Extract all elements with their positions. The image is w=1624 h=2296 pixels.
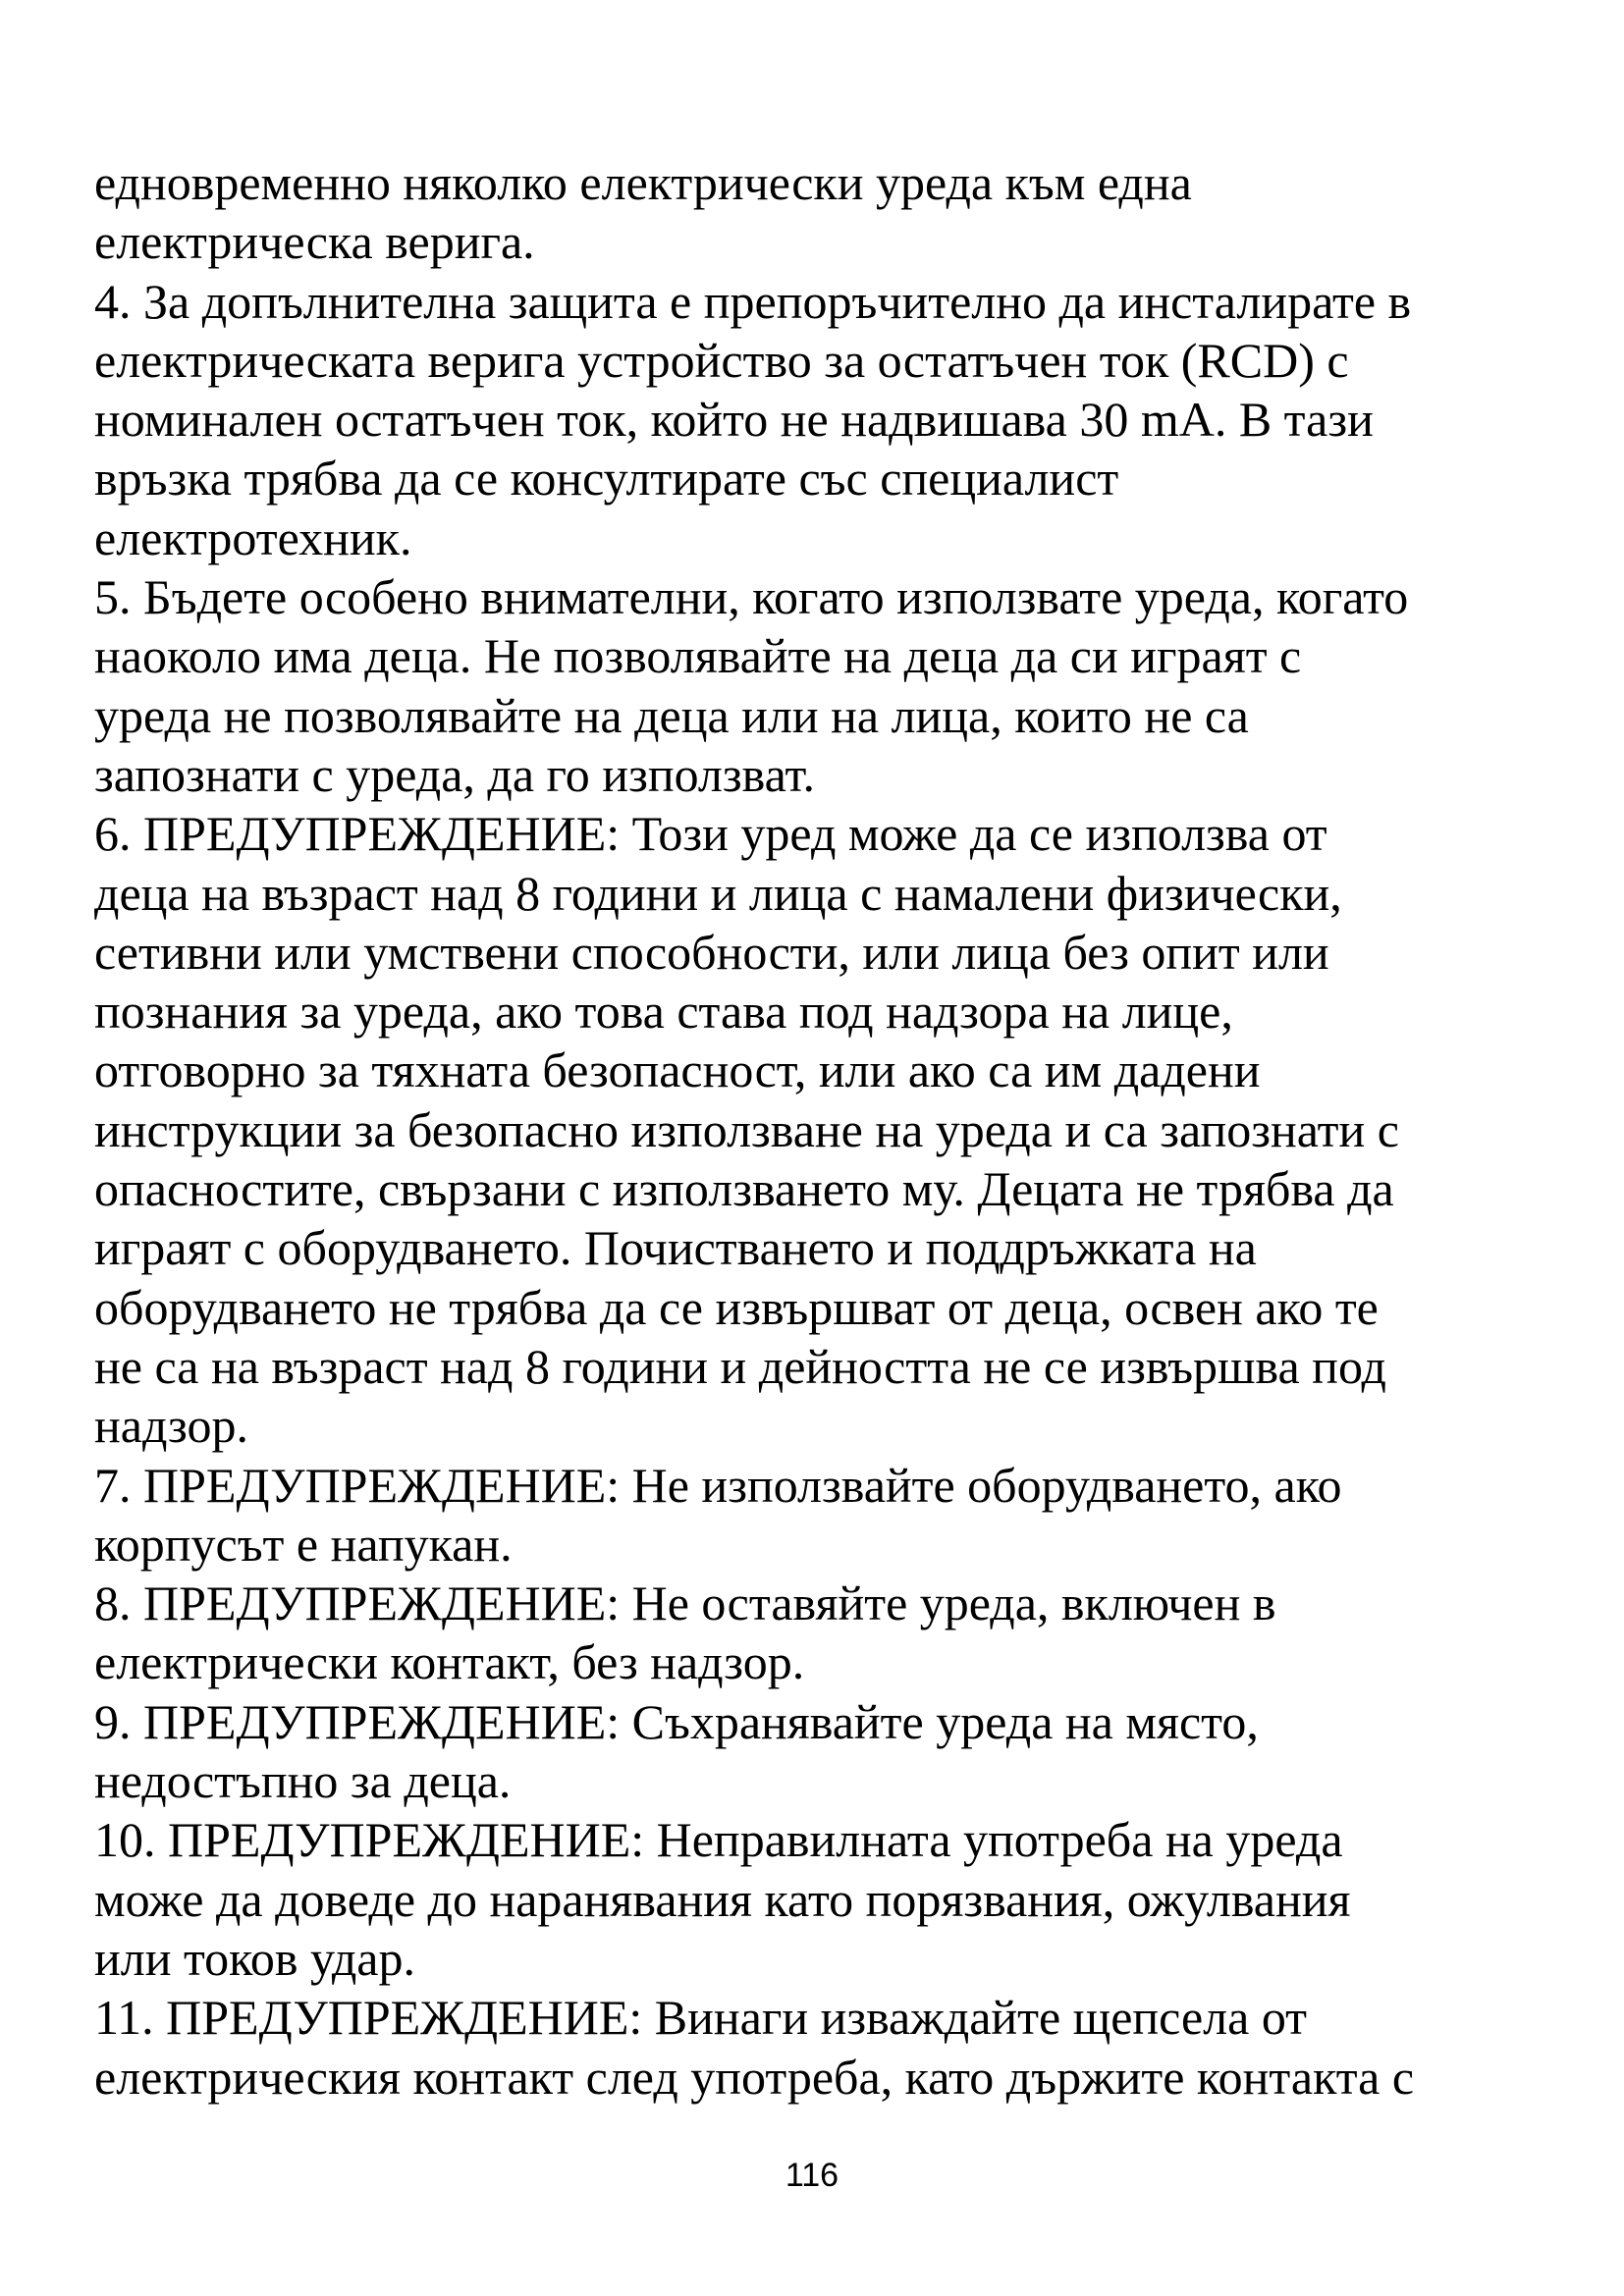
- text-line: надзор.: [94, 1398, 248, 1454]
- text-line: деца на възраст над 8 години и лица с намалени физически,: [94, 865, 1342, 921]
- text-line: играят с оборудването. Почистването и поддръжката на: [94, 1220, 1257, 1276]
- text-line: 4. За допълнителна защита е препоръчително да инсталирате в: [94, 273, 1412, 329]
- text-line: наоколо има деца. Не позволявайте на деца да си играят с: [94, 628, 1302, 684]
- page-number: 116: [785, 2157, 839, 2194]
- text-line: уреда не позволявайте на деца или на лица, които не са: [94, 687, 1249, 743]
- text-line: връзка трябва да се консултирате със специалист: [94, 451, 1119, 507]
- text-line: отговорно за тяхната безопасност, или ако са им дадени: [94, 1042, 1261, 1098]
- body-text: [94, 153, 1528, 2107]
- text-line: 7. ПРЕДУПРЕЖДЕНИЕ: Не използвайте оборудването, ако: [94, 1457, 1342, 1513]
- text-line: опасностите, свързани с използването му. Децата не трябва да: [94, 1161, 1394, 1217]
- text-line: сетивни или умствени способности, или лица без опит или: [94, 924, 1329, 980]
- text-line: електрическия контакт след употреба, като държите контакта с: [94, 2049, 1415, 2105]
- text-line: или токов удар.: [94, 1930, 416, 1986]
- text-line: оборудването не трябва да се извършват от деца, освен ако те: [94, 1279, 1379, 1335]
- text-line: електрическата верига устройство за остатъчен ток (RCD) с: [94, 332, 1349, 388]
- text-line: едновременно няколко електрически уреда към една: [94, 155, 1192, 210]
- text-line: 9. ПРЕДУПРЕЖДЕНИЕ: Съхранявайте уреда на място,: [94, 1693, 1259, 1749]
- text-line: номинален остатъчен ток, който не надвишава 30 mA. В тази: [94, 392, 1374, 448]
- text-line: познания за уреда, ако това става под надзора на лице,: [94, 984, 1233, 1040]
- text-line: 8. ПРЕДУПРЕЖДЕНИЕ: Не оставяйте уреда, включен в: [94, 1575, 1276, 1631]
- text-line: 10. ПРЕДУПРЕЖДЕНИЕ: Неправилната употреба на уреда: [94, 1812, 1343, 1868]
- text-line: инструкции за безопасно използване на уреда и са запознати с: [94, 1101, 1399, 1157]
- text-line: 5. Бъдете особено внимателни, когато използвате уреда, когато: [94, 569, 1409, 625]
- text-line: електрическа верига.: [94, 214, 535, 270]
- text-line: електротехник.: [94, 509, 412, 565]
- text-line: запознати с уреда, да го използват.: [94, 746, 816, 802]
- text-line: недостъпно за деца.: [94, 1753, 512, 1809]
- text-line: не са на възраст над 8 години и дейността не се извършва под: [94, 1338, 1386, 1394]
- text-line: 6. ПРЕДУПРЕЖДЕНИЕ: Този уред може да се използва от: [94, 806, 1327, 862]
- text-line: може да доведе до наранявания като порязвания, ожулвания: [94, 1871, 1351, 1927]
- text-line: корпусът е напукан.: [94, 1516, 513, 1572]
- text-line: 11. ПРЕДУПРЕЖДЕНИЕ: Винаги изваждайте щепсела от: [94, 1990, 1308, 2046]
- text-line: електрически контакт, без надзор.: [94, 1634, 805, 1690]
